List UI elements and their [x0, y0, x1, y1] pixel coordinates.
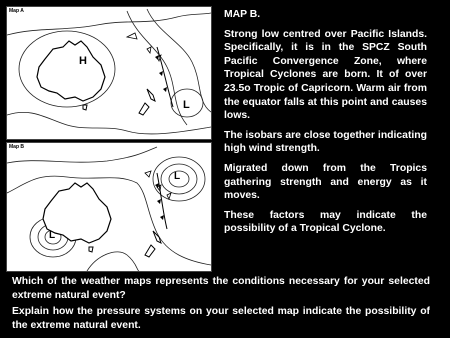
- map-a: [6, 6, 212, 140]
- explanation-paragraph-2: The isobars are close together indicating high wind strength.: [224, 129, 427, 155]
- australia-outline: [37, 41, 105, 101]
- high-pressure-label: H: [79, 55, 87, 67]
- map-a-label: Map A: [9, 8, 24, 14]
- map-b-label: Map B: [9, 144, 24, 150]
- explanation-heading: MAP B.: [224, 9, 261, 20]
- explanation-paragraph-3: Migrated down from the Tropics gathering strength and energy as it moves.: [224, 162, 427, 202]
- explanation-paragraph-4: These factors may indicate the possibility of a Tropical Cyclone.: [224, 209, 427, 235]
- questions: [12, 275, 430, 335]
- map-b-drawing: [7, 143, 211, 271]
- question-1: Which of the weather maps represents the conditions necessary for your selected extreme natural event?: [12, 276, 430, 301]
- low-pressure-label-east: L: [174, 171, 181, 182]
- map-b: [6, 142, 212, 272]
- map-a-drawing: [7, 7, 211, 139]
- low-pressure-label: L: [183, 99, 190, 111]
- explanation-paragraph-1: Strong low centred over Pacific Islands. Specifically, it is in the SPCZ South Pacific Convergence Zone, where Tropical Cyclones are born. It of over 23.5o Tropic of Capricorn. Warm air from the equator falls at this point and causes lows.: [224, 28, 427, 122]
- low-pressure-label-west: L: [49, 230, 56, 241]
- question-2: Explain how the pressure systems on your selected map indicate the possibility of the extreme natural event.: [12, 306, 430, 331]
- map-b-explanation: [224, 8, 427, 242]
